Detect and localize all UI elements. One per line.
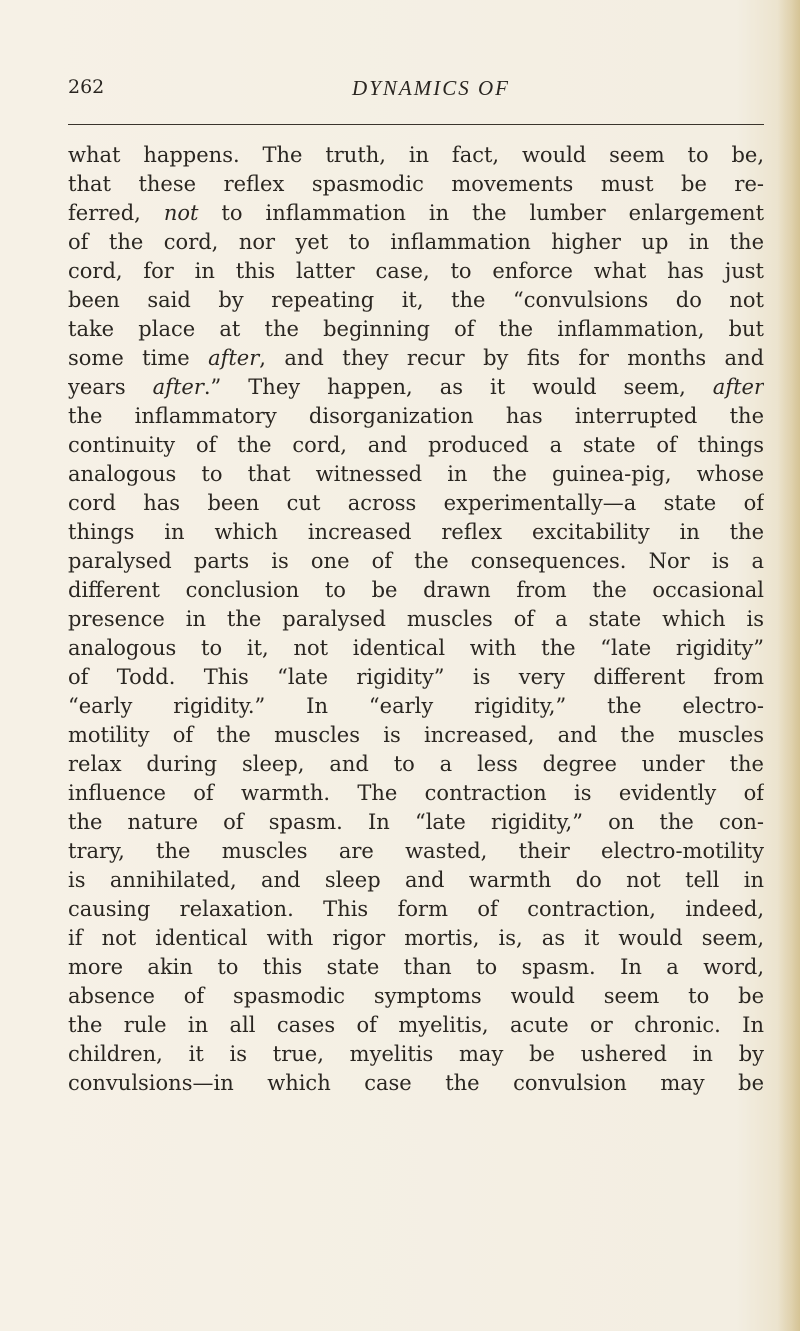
text-line: causing relaxation. This form of contraction, indeed, [68,897,764,921]
text-line: take place at the beginning of the inflammation, but [68,317,764,341]
text-line: convulsions—in which case the convulsion may be [68,1071,764,1095]
text-line: that these reflex spasmodic movements must be re- [68,172,764,196]
text-line: “early rigidity.” In “early rigidity,” the electro- [68,694,764,718]
text-line: presence in the paralysed muscles of a state which is [68,607,764,631]
text-line: relax during sleep, and to a less degree under the [68,752,764,776]
text-line: continuity of the cord, and produced a state of things [68,433,764,457]
text-line: if not identical with rigor mortis, is, as it would seem, [68,926,764,950]
text-line: is annihilated, and sleep and warmth do not tell in [68,868,764,892]
text-line: the inflammatory disorganization has interrupted the [68,404,764,428]
text-line: influence of warmth. The contraction is evidently of [68,781,764,805]
text-line: paralysed parts is one of the consequences. Nor is a [68,549,764,573]
page-header [68,70,764,104]
page-edge-shadow [778,0,800,1331]
text-line: some time after, and they recur by fits for months and [68,346,764,370]
text-line: motility of the muscles is increased, and the muscles [68,723,764,747]
text-line: cord has been cut across experimentally—a state of [68,491,764,515]
text-line: the nature of spasm. In “late rigidity,” on the con- [68,810,764,834]
italic-emphasis: after [152,375,204,399]
italic-emphasis: after [712,375,764,399]
text-line: more akin to this state than to spasm. In a word, [68,955,764,979]
text-line: analogous to that witnessed in the guinea-pig, whose [68,462,764,486]
text-line: cord, for in this latter case, to enforce what has just [68,259,764,283]
text-line: children, it is true, myelitis may be ushered in by [68,1042,764,1066]
text-line: what happens. The truth, in fact, would seem to be, [68,143,764,167]
italic-emphasis: not [163,201,199,225]
text-line: been said by repeating it, the “convulsions do not [68,288,764,312]
running-title: DYNAMICS OF [352,76,510,100]
header-rule [68,124,764,125]
italic-emphasis: after [208,346,260,370]
text-line: ferred, not to inflammation in the lumber enlargement [68,201,764,225]
text-line: different conclusion to be drawn from the occasional [68,578,764,602]
text-line: years after.” They happen, as it would seem, after [68,375,764,399]
body-paragraph [68,141,764,1098]
text-line: things in which increased reflex excitability in the [68,520,764,544]
page-number: 262 [68,76,105,98]
text-line: of the cord, nor yet to inflammation higher up in the [68,230,764,254]
text-line: analogous to it, not identical with the “late rigidity” [68,636,764,660]
text-line: trary, the muscles are wasted, their electro-motility [68,839,764,863]
text-line: absence of spasmodic symptoms would seem to be [68,984,764,1008]
text-line: of Todd. This “late rigidity” is very different from [68,665,764,689]
text-line: the rule in all cases of myelitis, acute or chronic. In [68,1013,764,1037]
